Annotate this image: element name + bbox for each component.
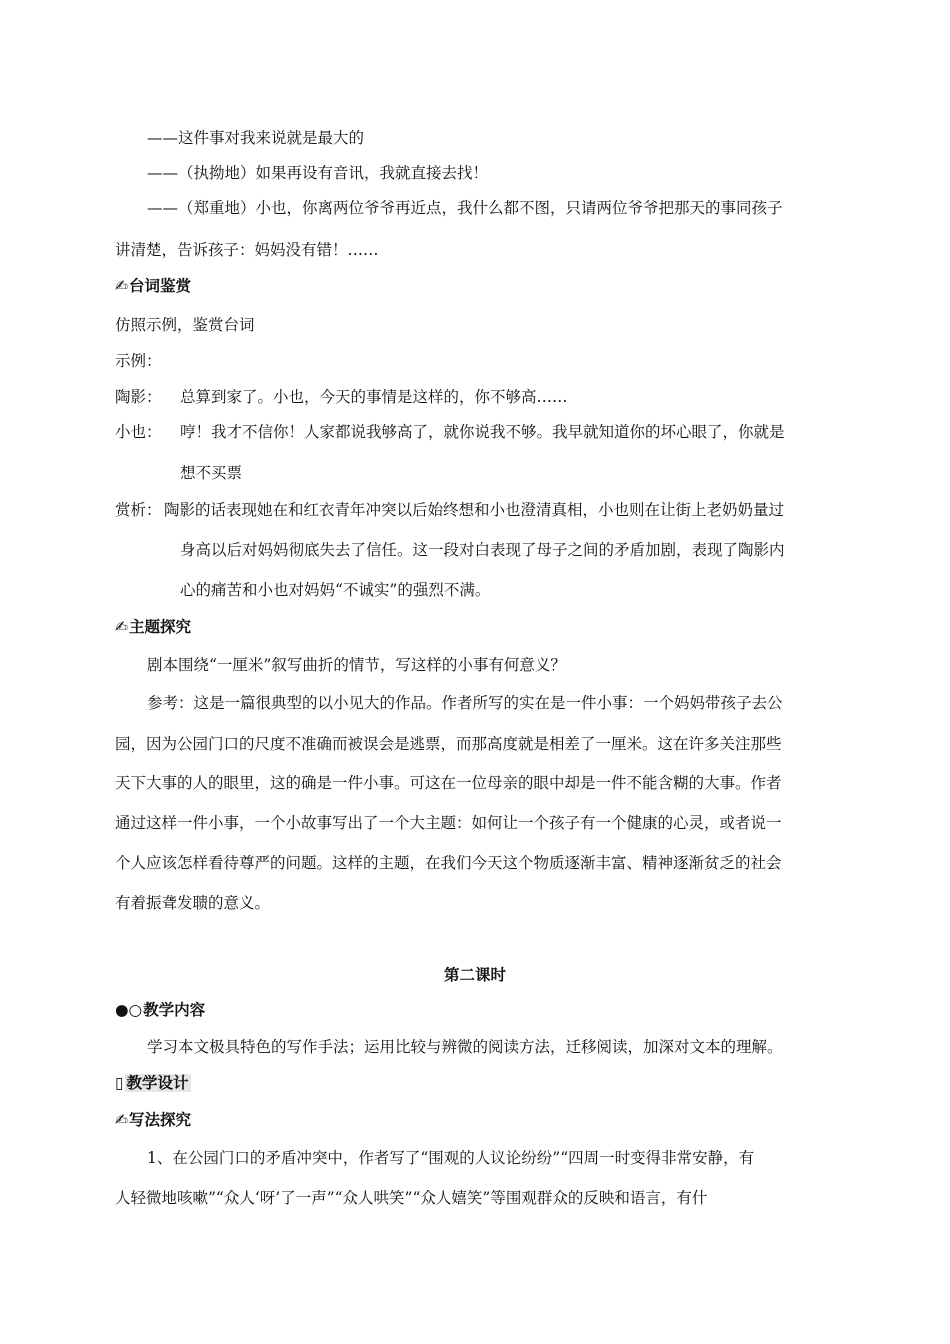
- box-icon: ▯: [115, 1074, 124, 1092]
- speaker-xiaoye: 小也：: [115, 423, 162, 441]
- content-heading-line: [115, 1000, 205, 1020]
- example-label: 示例：: [115, 352, 162, 370]
- section-heading-line-theme: [115, 617, 191, 637]
- xiaoye-line-1: 哼！我才不信你！人家都说我够高了，就你说我不够。我早就知道你的坏心眼了，你就是: [180, 423, 785, 441]
- xiaoye-line-2: 想不买票: [180, 464, 243, 482]
- answer-line-5: 个人应该怎样看待尊严的问题。这样的主题，在我们今天这个物质逐渐丰富、精神逐渐贫乏的社会: [115, 854, 782, 872]
- analysis-label: 赏析：: [115, 501, 162, 519]
- question-1-line-1: 1、在公园门口的矛盾冲突中，作者写了“围观的人议论纷纷”“四周一时变得非常安静，有: [147, 1149, 755, 1167]
- instruction-text: 仿照示例，鉴赏台词: [115, 316, 255, 334]
- theme-question: 剧本围绕“一厘米”叙写曲折的情节，写这样的小事有何意义？: [147, 656, 566, 674]
- section-heading-line-appreciation: [115, 276, 191, 296]
- answer-line-3: 天下大事的人的眼里，这的确是一件小事。可这在一位母亲的眼中却是一件不能含糊的大事。作者: [115, 774, 782, 792]
- section-heading-appreciation: 台词鉴赏: [129, 277, 192, 295]
- writing-heading-line: [115, 1110, 191, 1130]
- answer-line-4: 通过这样一件小事，一个小故事写出了一个大主题：如何让一个孩子有一个健康的心灵，或者说一: [115, 814, 782, 832]
- answer-line-6: 有着振聋发聩的意义。: [115, 894, 271, 912]
- dialogue-line-1: ——这件事对我来说就是最大的: [147, 129, 365, 147]
- lesson-title: 第二课时: [443, 966, 506, 984]
- analysis-line-2: 身高以后对妈妈彻底失去了信任。这一段对白表现了母子之间的矛盾加剧，表现了陶影内: [180, 541, 785, 559]
- bullet-circle-icon: ●○: [115, 1001, 143, 1019]
- writing-hand-icon: ✍: [115, 618, 128, 636]
- taoying-line: 总算到家了。小也，今天的事情是这样的，你不够高……: [180, 388, 568, 406]
- design-heading: 教学设计: [126, 1074, 189, 1092]
- dialogue-line-3: ——（郑重地）小也，你离两位爷爷再近点，我什么都不图，只请两位爷爷把那天的事同孩子: [147, 199, 783, 217]
- content-heading: 教学内容: [143, 1001, 206, 1019]
- answer-line-1: 参考：这是一篇很典型的以小见大的作品。作者所写的实在是一件小事：一个妈妈带孩子去公: [147, 694, 783, 712]
- content-text: 学习本文极具特色的写作手法；运用比较与辨微的阅读方法，迁移阅读，加深对文本的理解。: [147, 1038, 783, 1056]
- section-heading-theme: 主题探究: [129, 618, 192, 636]
- answer-line-2: 园，因为公园门口的尺度不准确而被误会是逃票，而那高度就是相差了一厘米。这在许多关注那些: [115, 735, 782, 753]
- writing-hand-icon: ✍: [115, 277, 128, 295]
- analysis-line-3: 心的痛苦和小也对妈妈“不诚实”的强烈不满。: [180, 581, 491, 599]
- question-1-line-2: 人轻微地咳嗽”“众人‘呀’了一声”“众人哄笑”“众人嬉笑”等围观群众的反映和语言，有什: [115, 1189, 708, 1207]
- writing-heading: 写法探究: [129, 1111, 192, 1129]
- design-heading-line: [115, 1073, 191, 1093]
- analysis-line-1: 陶影的话表现她在和红衣青年冲突以后始终想和小也澄清真相，小也则在让街上老奶奶量过: [164, 501, 785, 519]
- writing-hand-icon: ✍: [115, 1111, 128, 1129]
- speaker-taoying: 陶影：: [115, 388, 162, 406]
- dialogue-line-2: ——（执拗地）如果再设有音讯，我就直接去找！: [147, 164, 489, 182]
- dialogue-line-4: 讲清楚，告诉孩子：妈妈没有错！……: [115, 241, 379, 259]
